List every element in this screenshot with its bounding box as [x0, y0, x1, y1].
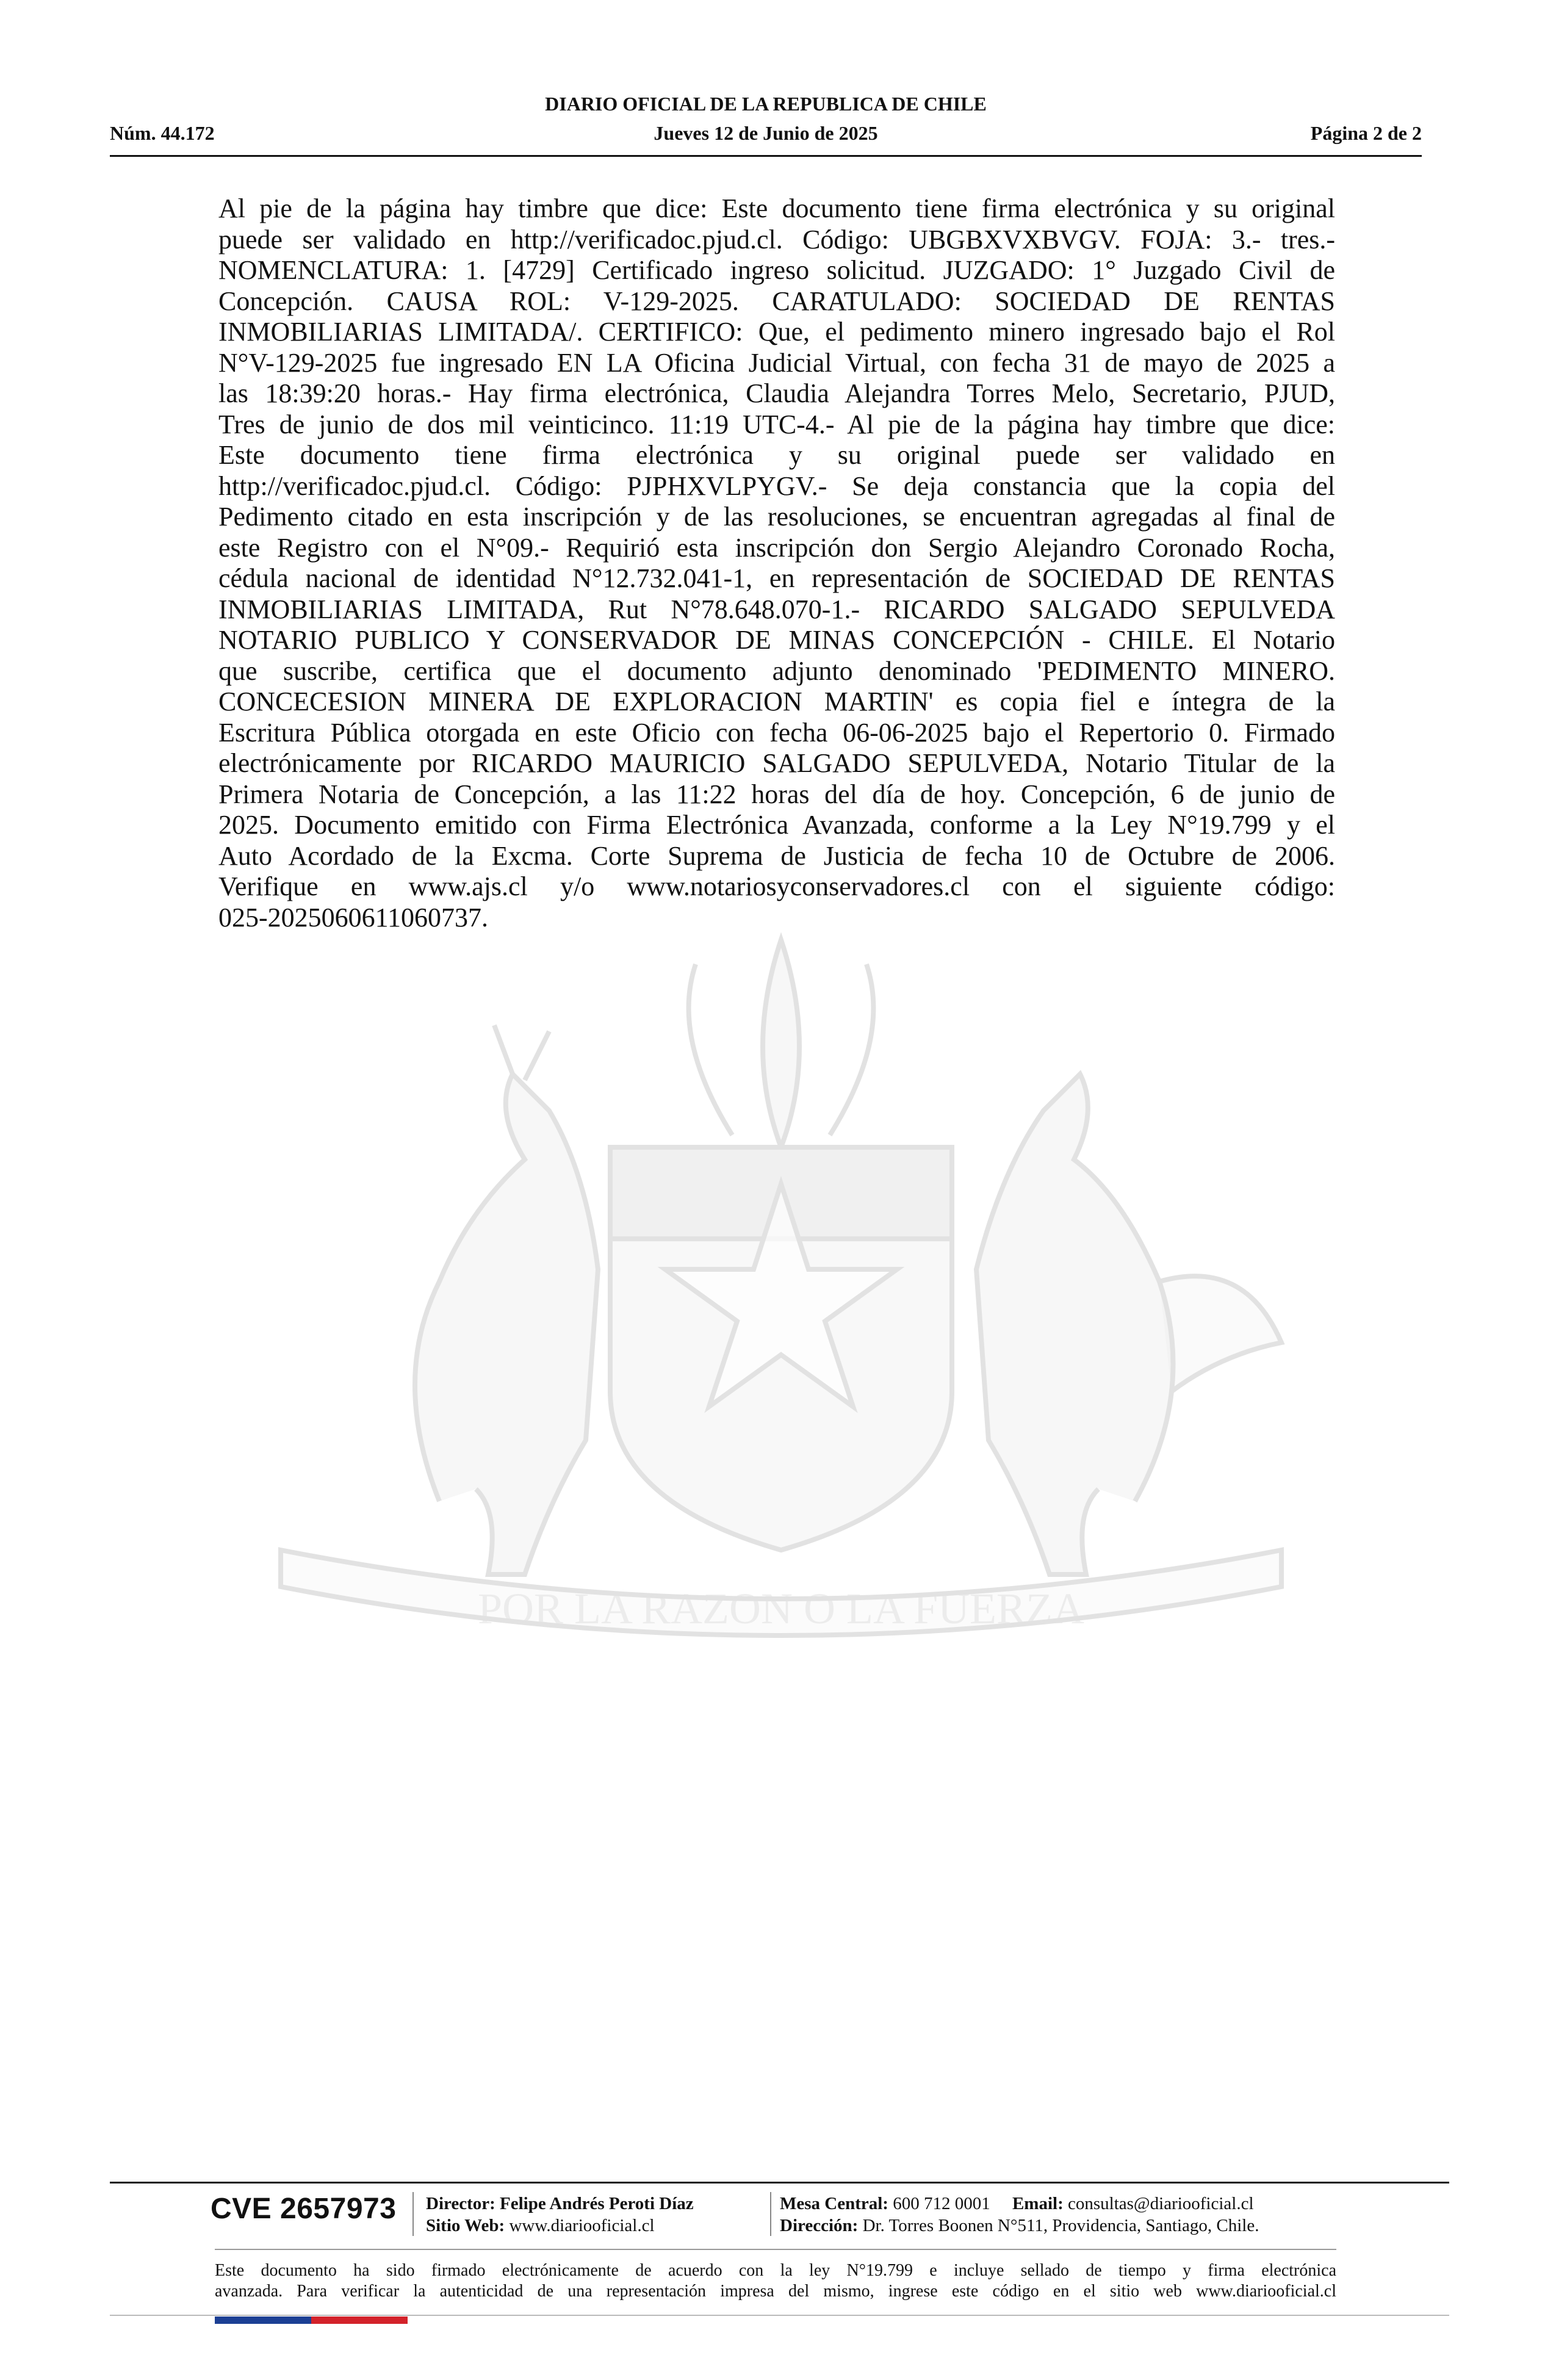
issue-date: Jueves 12 de Junio de 2025	[654, 122, 878, 144]
body-line-21: 2025. Documento emitido con Firma Electrónica Avanzada, conforme a la Ley N°19.799 y el	[218, 810, 1335, 840]
body-line-4: Concepción. CAUSA ROL: V-129-2025. CARATULADO: SOCIEDAD DE RENTAS	[218, 286, 1335, 316]
header-row	[110, 122, 1422, 148]
body-line-13: cédula nacional de identidad N°12.732.041-1, en representación de SOCIEDAD DE RENTAS	[218, 563, 1335, 593]
body-line-9: Este documento tiene firma electrónica y su original puede ser validado en	[218, 440, 1335, 470]
body-line-7: las 18:39:20 horas.- Hay firma electrónica, Claudia Alejandra Torres Melo, Secretario, PJUD,	[218, 378, 1335, 408]
body-line-2: puede ser validado en http://verificadoc.pjud.cl. Código: UBGBXVXBVGV. FOJA: 3.- tres.-	[218, 224, 1335, 254]
body-line-14: INMOBILIARIAS LIMITADA, Rut N°78.648.070-1.- RICARDO SALGADO SEPULVEDA	[218, 594, 1335, 624]
body-line-10: http://verificadoc.pjud.cl. Código: PJPHXVLPYGV.- Se deja constancia que la copia del	[218, 471, 1335, 501]
mesa-label: Mesa Central:	[780, 2194, 888, 2213]
footer-divider-top	[110, 2182, 1449, 2183]
body-line-11: Pedimento citado en esta inscripción y de las resoluciones, se encuentran agregadas al final de	[218, 502, 1335, 532]
body-line-23: Verifique en www.ajs.cl y/o www.notariosyconservadores.cl con el siguiente código:	[218, 871, 1335, 901]
director-name: Felipe Andrés Peroti Díaz	[500, 2194, 694, 2213]
address-value: Dr. Torres Boonen N°511, Providencia, Santiago, Chile.	[862, 2216, 1259, 2235]
footer-separator-2	[770, 2192, 771, 2236]
flag-blue-band	[215, 2317, 311, 2324]
flag-red-band	[311, 2317, 408, 2324]
header-divider	[110, 155, 1422, 157]
body-line-15: NOTARIO PUBLICO Y CONSERVADOR DE MINAS CONCEPCIÓN - CHILE. El Notario	[218, 625, 1335, 655]
watermark-motto: POR LA RAZON O LA FUERZA	[477, 1584, 1085, 1633]
issue-number: Núm. 44.172	[110, 122, 215, 144]
website-label: Sitio Web:	[426, 2216, 505, 2235]
mesa-phone: 600 712 0001	[893, 2194, 990, 2213]
signature-note	[215, 2260, 1336, 2302]
body-line-17: CONCECESION MINERA DE EXPLORACION MARTIN' es copia fiel e íntegra de la	[218, 687, 1335, 716]
signature-note-line-1: Este documento ha sido firmado electrónicamente de acuerdo con la ley N°19.799 e incluye sellado de tiempo y firma electrónica	[215, 2261, 1336, 2280]
footer-contact-col-2	[780, 2193, 1259, 2237]
body-line-20: Primera Notaria de Concepción, a las 11:22 horas del día de hoy. Concepción, 6 de junio de	[218, 779, 1335, 809]
flag-stripe	[215, 2317, 408, 2324]
body-line-1: Al pie de la página hay timbre que dice: Este documento tiene firma electrónica y su original	[218, 193, 1335, 223]
email-link[interactable]: consultas@diariooficial.cl	[1068, 2194, 1254, 2213]
body-line-22: Auto Acordado de la Excma. Corte Suprema de Justicia de fecha 10 de Octubre de 2006.	[218, 840, 1335, 871]
body-line-19: electrónicamente por RICARDO MAURICIO SALGADO SEPULVEDA, Notario Titular de la	[218, 748, 1335, 778]
body-line-5: INMOBILIARIAS LIMITADA/. CERTIFICO: Que, el pedimento minero ingresado bajo el Rol	[218, 317, 1335, 347]
address-label: Dirección:	[780, 2216, 859, 2235]
website-link[interactable]: www.diariooficial.cl	[509, 2216, 655, 2235]
footer-divider-bottom	[110, 2315, 1449, 2316]
body-line-16: que suscribe, certifica que el documento adjunto denominado 'PEDIMENTO MINERO.	[218, 655, 1335, 686]
body-line-12: este Registro con el N°09.- Requirió esta inscripción don Sergio Alejandro Coronado Rocha,	[218, 532, 1335, 563]
cve-code: CVE 2657973	[211, 2193, 397, 2225]
body-line-3: NOMENCLATURA: 1. [4729] Certificado ingreso solicitud. JUZGADO: 1° Juzgado Civil de	[218, 255, 1335, 285]
director-label: Director:	[426, 2194, 495, 2213]
signature-note-line-2: avanzada. Para verificar la autenticidad de una representación impresa del mismo, ingrese este código en el sitio web www.diariooficial.cl	[215, 2282, 1336, 2301]
body-line-18: Escritura Pública otorgada en este Oficio con fecha 06-06-2025 bajo el Repertorio 0. Firmado	[218, 717, 1335, 748]
page-indicator: Página 2 de 2	[1310, 122, 1422, 144]
coat-of-arms-watermark	[207, 891, 1355, 1684]
newspaper-title: DIARIO OFICIAL DE LA REPUBLICA DE CHILE	[545, 93, 987, 115]
body-line-6: N°V-129-2025 fue ingresado EN LA Oficina Judicial Virtual, con fecha 31 de mayo de 2025 a	[218, 347, 1335, 378]
body-line-8: Tres de junio de dos mil veinticinco. 11:19 UTC-4.- Al pie de la página hay timbre que dice:	[218, 409, 1335, 439]
email-label: Email:	[1012, 2194, 1064, 2213]
footer-separator-1	[412, 2192, 414, 2236]
footer-contact-col-1	[426, 2193, 694, 2237]
body-line-24: 025-2025060611060737.	[218, 902, 489, 932]
footer-divider-mid	[215, 2249, 1336, 2250]
